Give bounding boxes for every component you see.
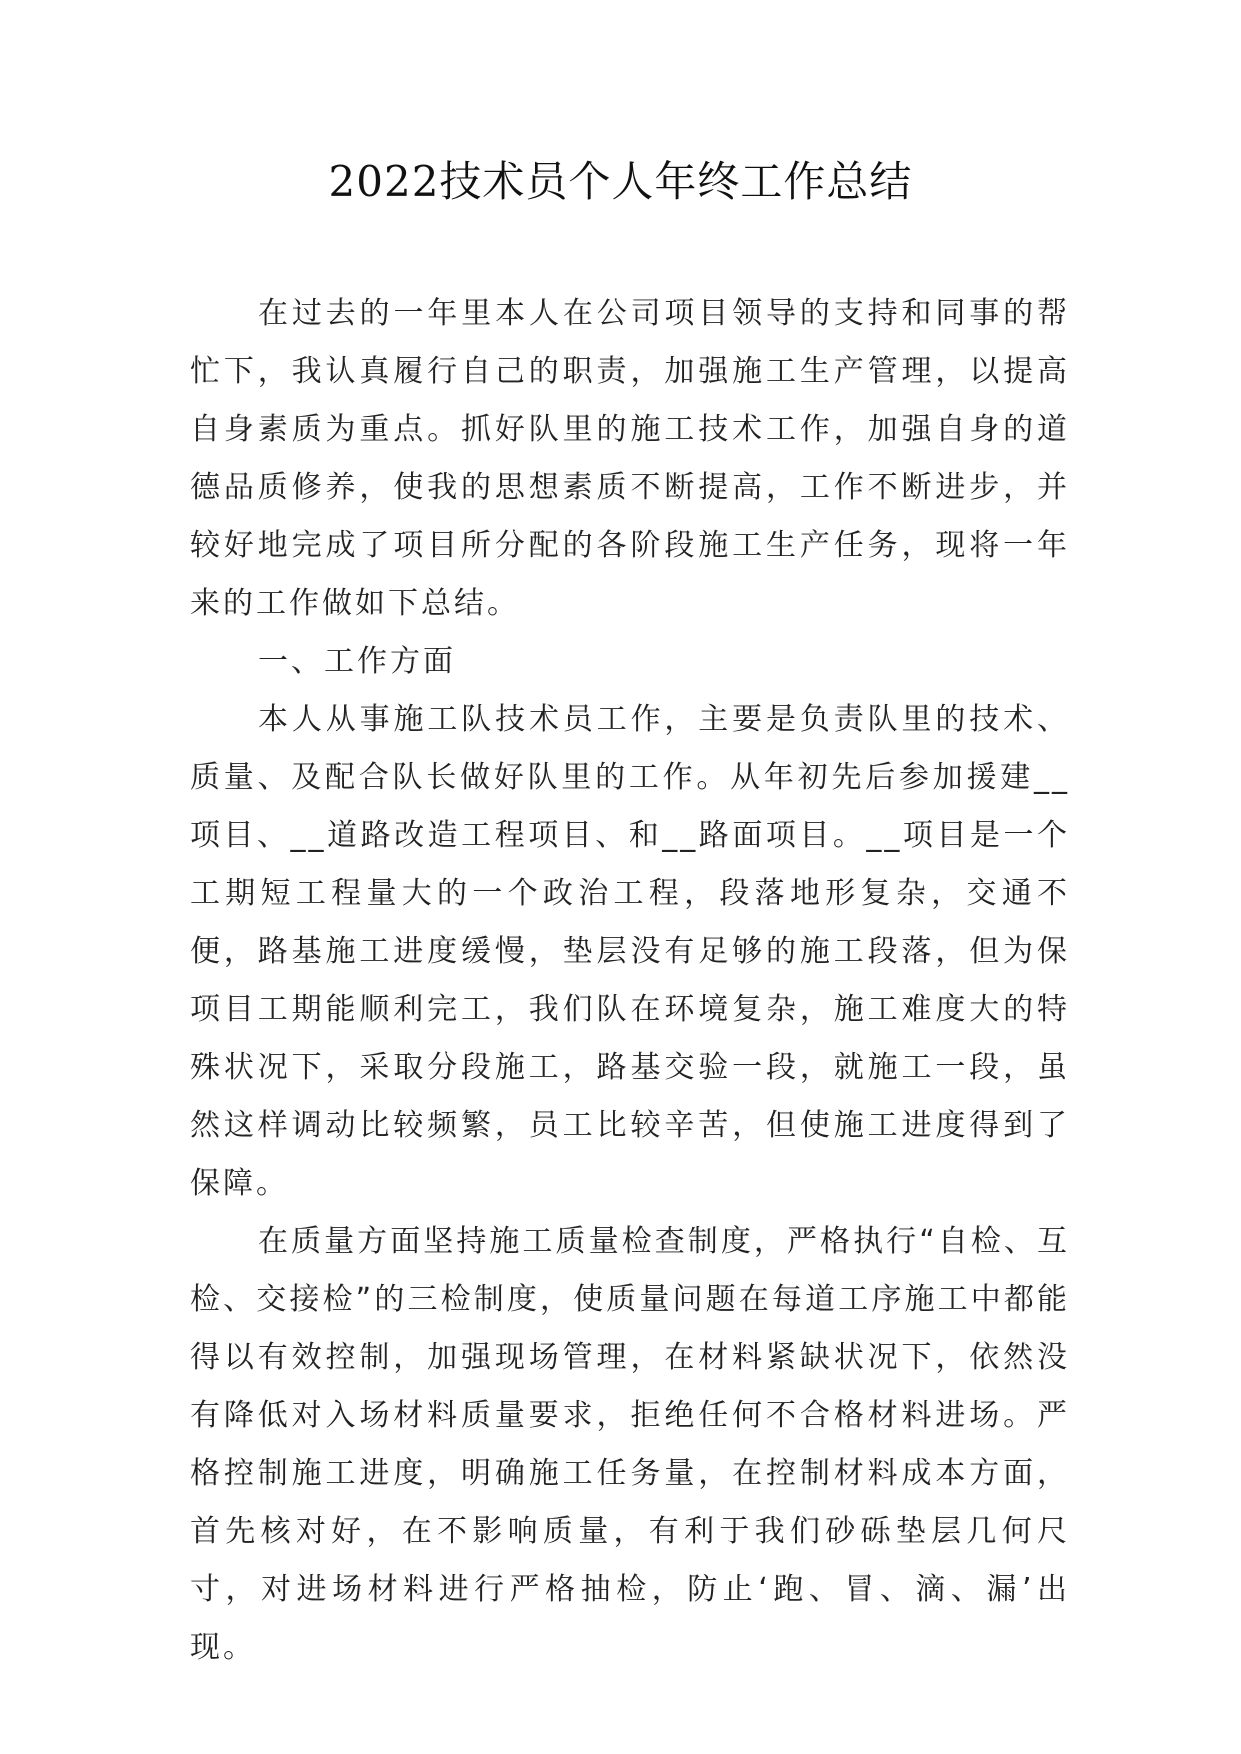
section-heading-work: 一、工作方面: [258, 644, 456, 679]
paragraph-intro: 在过去的一年里本人在公司项目领导的支持和同事的帮忙下，我认真履行自己的职责，加强施工生产管理，以提高自身素质为重点。抓好队里的施工技术工作，加强自身的道德品质修养，使我的思想素质不断提高，工作不断进步，并较好地完成了项目所分配的各阶段施工生产任务，现将一年来的工作做如下总结。: [190, 296, 1070, 621]
paragraph-work-projects: 本人从事施工队技术员工作，主要是负责队里的技术、质量、及配合队长做好队里的工作。从年初先后参加援建__项目、__道路改造工程项目、和__路面项目。__项目是一个工期短工程量大的一个政治工程，段落地形复杂，交通不便，路基施工进度缓慢，垫层没有足够的施工段落，但为保项目工期能顺利完工，我们队在环境复杂，施工难度大的特殊状况下，采取分段施工，路基交验一段，就施工一段，虽然这样调动比较频繁，员工比较辛苦，但使施工进度得到了保障。: [190, 702, 1070, 1201]
document-body: [190, 285, 1070, 1677]
paragraph-quality: 在质量方面坚持施工质量检查制度，严格执行“自检、互检、交接检”的三检制度，使质量问题在每道工序施工中都能得以有效控制，加强现场管理，在材料紧缺状况下，依然没有降低对入场材料质量要求，拒绝任何不合格材料进场。严格控制施工进度，明确施工任务量，在控制材料成本方面，首先核对好，在不影响质量，有利于我们砂砾垫层几何尺寸，对进场材料进行严格抽检，防止‘跑、冒、滴、漏’出现。: [190, 1224, 1070, 1665]
document-title: 2022技术员个人年终工作总结: [328, 157, 913, 206]
